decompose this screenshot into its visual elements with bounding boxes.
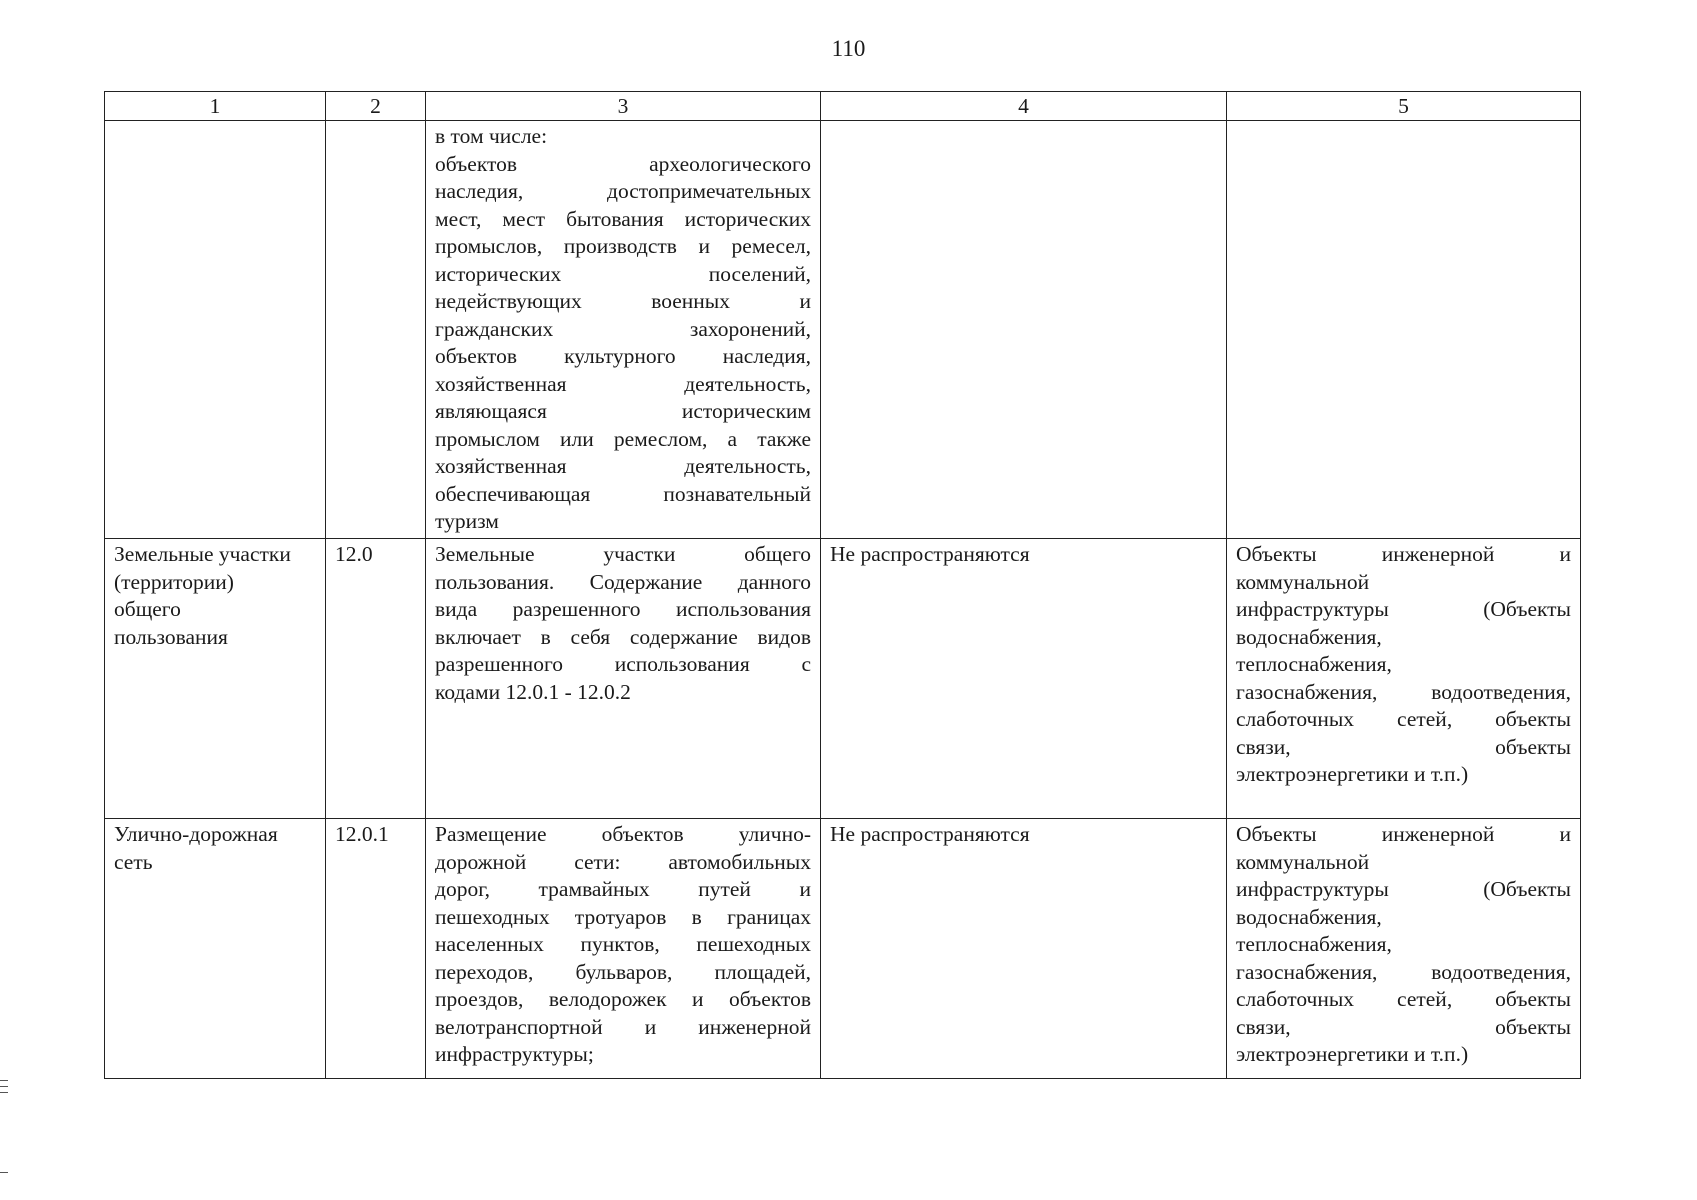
land-use-name-line: пользования [114,624,228,649]
table-row [105,539,1581,819]
header-cell-3: 3 [426,92,821,121]
cont-name-cell [105,121,326,539]
cont-description-cell [426,121,821,539]
description-line: населенных пунктов, пешеходных [435,932,811,956]
cont-allowed-cell [1227,121,1581,539]
page-number: 110 [831,36,866,61]
allowed-line: газоснабжения, водоотведения, [1236,679,1571,704]
cont-description-line: недействующих военных и [435,289,811,313]
allowed-line: теплоснабжения, [1236,652,1392,676]
description-line: велотранспортной и инженерной [435,1014,811,1039]
header-cell-4: 4 [821,92,1227,121]
cont-description-line: в том числе: [435,124,548,148]
allowed-line: водоснабжения, [1236,624,1382,649]
description-line: пешеходных тротуаров в границах [435,904,811,929]
allowed-line: инфраструктуры (Объекты [1236,597,1571,621]
land-use-name-line: общего [114,597,181,621]
cont-description-line: мест, мест бытования исторических [435,206,811,231]
restrictions-cell: Не распространяются [821,539,1227,819]
land-use-description-cell [426,539,821,819]
allowed-line: электроэнергетики и т.п.) [1236,1042,1469,1066]
allowed-objects-cell [1227,539,1581,819]
cont-description-line: гражданских захоронений, [435,316,811,341]
cont-restrictions-cell [821,121,1227,539]
description-line: дорожной сети: автомобильных [435,849,811,874]
allowed-line: коммунальной [1236,569,1370,594]
land-use-code-cell: 12.0.1 [326,819,426,1079]
description-line: инфраструктуры; [435,1042,594,1066]
cont-description-line: промыслом или ремеслом, а также [435,426,811,451]
cont-description-line: объектов археологического [435,151,811,176]
scan-margin-mark [0,1086,8,1087]
cont-description-line: являющаяся историческим [435,399,811,423]
cont-description-line: промыслов, производств и ремесел, [435,234,811,258]
land-use-name-line: (территории) [114,569,234,594]
land-use-code-cell: 12.0 [326,539,426,819]
header-cell-5: 5 [1227,92,1581,121]
land-use-name-cell [105,819,326,1079]
description-line: Размещение объектов улично- [435,822,811,846]
cont-description-line: наследия, достопримечательных [435,179,811,203]
description-line: включает в себя содержание видов [435,624,811,649]
description-line: проездов, велодорожек и объектов [435,987,811,1011]
allowed-line: инфраструктуры (Объекты [1236,877,1571,901]
cont-description-line: туризм [435,509,499,533]
land-use-name-line: сеть [114,849,153,874]
land-use-name-line: Улично-дорожная [114,822,278,846]
allowed-line: слаботочных сетей, объекты [1236,987,1571,1011]
description-line: дорог, трамвайных путей и [435,877,811,901]
land-use-table [104,91,1581,1079]
description-line: разрешенного использования с [435,652,811,676]
description-line: вида разрешенного использования [435,597,811,621]
table-row [105,819,1581,1079]
cont-description-line: обеспечивающая познавательный [435,481,811,506]
description-line: переходов, бульваров, площадей, [435,959,811,984]
scan-margin-mark [0,1172,8,1173]
allowed-line: Объекты инженерной и [1236,542,1571,566]
restrictions-cell: Не распространяются [821,819,1227,1079]
cont-description-line: хозяйственная деятельность, [435,371,811,396]
table-row-continuation [105,121,1581,539]
land-use-name-line: Земельные участки [114,542,291,566]
allowed-line: связи, объекты [1236,1014,1571,1039]
header-cell-1: 1 [105,92,326,121]
table-header-row [105,92,1581,121]
header-cell-2: 2 [326,92,426,121]
land-use-description-cell [426,819,821,1079]
cont-description-line: объектов культурного наследия, [435,344,811,368]
allowed-line: теплоснабжения, [1236,932,1392,956]
allowed-line: слаботочных сетей, объекты [1236,707,1571,731]
allowed-line: коммунальной [1236,849,1370,874]
land-use-name-cell [105,539,326,819]
allowed-line: электроэнергетики и т.п.) [1236,762,1469,786]
description-line: Земельные участки общего [435,542,811,566]
allowed-line: газоснабжения, водоотведения, [1236,959,1571,984]
allowed-objects-cell [1227,819,1581,1079]
description-line: кодами 12.0.1 - 12.0.2 [435,679,631,704]
scan-margin-mark [0,1080,8,1081]
cont-description-line: исторических поселений, [435,261,811,286]
allowed-line: Объекты инженерной и [1236,822,1571,846]
description-line: пользования. Содержание данного [435,569,811,594]
scan-margin-mark [0,1092,8,1093]
allowed-line: связи, объекты [1236,734,1571,759]
cont-description-line: хозяйственная деятельность, [435,454,811,478]
allowed-line: водоснабжения, [1236,904,1382,929]
cont-code-cell [326,121,426,539]
